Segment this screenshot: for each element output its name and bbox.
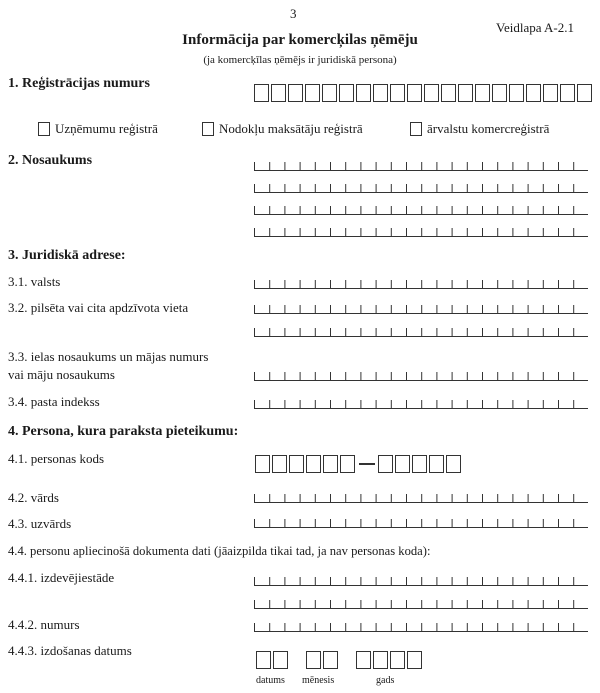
first-name-label: 4.2. vārds [8, 490, 59, 505]
form-id: Veidlapa A-2.1 [496, 20, 574, 35]
last-name-field[interactable] [254, 516, 588, 528]
postcode-field[interactable] [254, 397, 588, 409]
char-box[interactable] [441, 84, 456, 102]
char-box[interactable] [429, 455, 444, 473]
country-field[interactable] [254, 277, 588, 289]
char-box[interactable] [424, 84, 439, 102]
char-box[interactable] [446, 455, 461, 473]
date-month-label: mēnesis [302, 675, 335, 686]
issue-month-boxes[interactable] [306, 651, 340, 669]
postcode-label: 3.4. pasta indekss [8, 394, 100, 409]
char-box[interactable] [526, 84, 541, 102]
char-box[interactable] [407, 651, 422, 669]
page-number: 3 [290, 6, 297, 21]
name-field-line-4[interactable] [254, 225, 588, 237]
char-box[interactable] [407, 84, 422, 102]
city-field-line-1[interactable] [254, 302, 588, 314]
name-field-line-1[interactable] [254, 159, 588, 171]
date-year-label: gads [376, 675, 395, 686]
street-label-line-1: 3.3. ielas nosaukums un mājas numurs [8, 349, 209, 364]
char-box[interactable] [390, 84, 405, 102]
char-box[interactable] [323, 455, 338, 473]
comb-line [254, 302, 588, 314]
char-box[interactable] [255, 455, 270, 473]
comb-line [254, 181, 588, 193]
last-name-label: 4.3. uzvārds [8, 516, 72, 531]
char-box[interactable] [306, 651, 321, 669]
char-box[interactable] [560, 84, 575, 102]
char-box[interactable] [373, 84, 388, 102]
char-box[interactable] [256, 651, 271, 669]
comb-line [254, 516, 588, 528]
comb-line [254, 225, 588, 237]
char-box[interactable] [390, 651, 405, 669]
checkbox[interactable] [38, 122, 50, 136]
personal-code-boxes[interactable] [255, 455, 463, 473]
form-subtitle: (ja komercķīlas ņēmējs ir juridiskā persona) [203, 54, 397, 66]
char-box[interactable] [373, 651, 388, 669]
char-box[interactable] [356, 651, 371, 669]
code-separator [359, 463, 375, 465]
issue-date-label: 4.4.3. izdošanas datums [8, 643, 132, 658]
date-day-label: datums [256, 675, 285, 686]
comb-line [254, 574, 588, 586]
street-label-line-2: vai māju nosaukums [8, 367, 115, 382]
personal-code-label: 4.1. personas kods [8, 451, 105, 466]
section-address-label: 3. Juridiskā adrese: [8, 248, 126, 263]
char-box[interactable] [305, 84, 320, 102]
document-intro: 4.4. personu apliecinošā dokumenta dati (jāaizpilda tikai tad, ja nav personas koda): [8, 544, 431, 558]
issue-year-boxes[interactable] [356, 651, 424, 669]
section-signatory-label: 4. Persona, kura paraksta pieteikumu: [8, 424, 239, 439]
comb-line [254, 491, 588, 503]
char-box[interactable] [306, 455, 321, 473]
first-name-field[interactable] [254, 491, 588, 503]
registration-number-boxes[interactable] [254, 84, 594, 102]
comb-line [254, 203, 588, 215]
char-box[interactable] [356, 84, 371, 102]
checkbox[interactable] [410, 122, 422, 136]
char-box[interactable] [273, 651, 288, 669]
char-box[interactable] [340, 455, 355, 473]
issue-day-boxes[interactable] [256, 651, 290, 669]
char-box[interactable] [509, 84, 524, 102]
char-box[interactable] [577, 84, 592, 102]
comb-line [254, 159, 588, 171]
comb-line [254, 325, 588, 337]
form-title: Informācija par komercķilas ņēmēju [182, 32, 418, 48]
char-box[interactable] [395, 455, 410, 473]
char-box[interactable] [543, 84, 558, 102]
city-field-line-2[interactable] [254, 325, 588, 337]
option-label: ārvalstu komercreģistrā [427, 121, 550, 136]
section-registration-label: 1. Reģistrācijas numurs [8, 76, 150, 91]
char-box[interactable] [271, 84, 286, 102]
comb-line [254, 369, 588, 381]
comb-line [254, 620, 588, 632]
name-field-line-3[interactable] [254, 203, 588, 215]
char-box[interactable] [289, 455, 304, 473]
char-box[interactable] [378, 455, 393, 473]
option-foreign-register[interactable] [410, 121, 549, 137]
comb-line [254, 397, 588, 409]
issuer-label: 4.4.1. izdevējiestāde [8, 570, 115, 585]
option-label: Nodokļu maksātāju reģistrā [219, 121, 363, 136]
issuer-field-line-2[interactable] [254, 597, 588, 609]
checkbox[interactable] [202, 122, 214, 136]
char-box[interactable] [412, 455, 427, 473]
comb-line [254, 597, 588, 609]
option-tax-register[interactable] [202, 121, 363, 137]
issuer-field-line-1[interactable] [254, 574, 588, 586]
number-field[interactable] [254, 620, 588, 632]
char-box[interactable] [475, 84, 490, 102]
country-label: 3.1. valsts [8, 274, 61, 289]
option-label: Uzņēmumu reģistrā [55, 121, 158, 136]
char-box[interactable] [288, 84, 303, 102]
char-box[interactable] [492, 84, 507, 102]
section-name-label: 2. Nosaukums [8, 153, 93, 168]
city-label: 3.2. pilsēta vai cita apdzīvota vieta [8, 300, 189, 315]
char-box[interactable] [322, 84, 337, 102]
char-box[interactable] [254, 84, 269, 102]
comb-line [254, 277, 588, 289]
char-box[interactable] [458, 84, 473, 102]
char-box[interactable] [272, 455, 287, 473]
char-box[interactable] [339, 84, 354, 102]
name-field-line-2[interactable] [254, 181, 588, 193]
option-enterprise-register[interactable] [38, 121, 158, 137]
street-field[interactable] [254, 369, 588, 381]
char-box[interactable] [323, 651, 338, 669]
number-label: 4.4.2. numurs [8, 617, 80, 632]
